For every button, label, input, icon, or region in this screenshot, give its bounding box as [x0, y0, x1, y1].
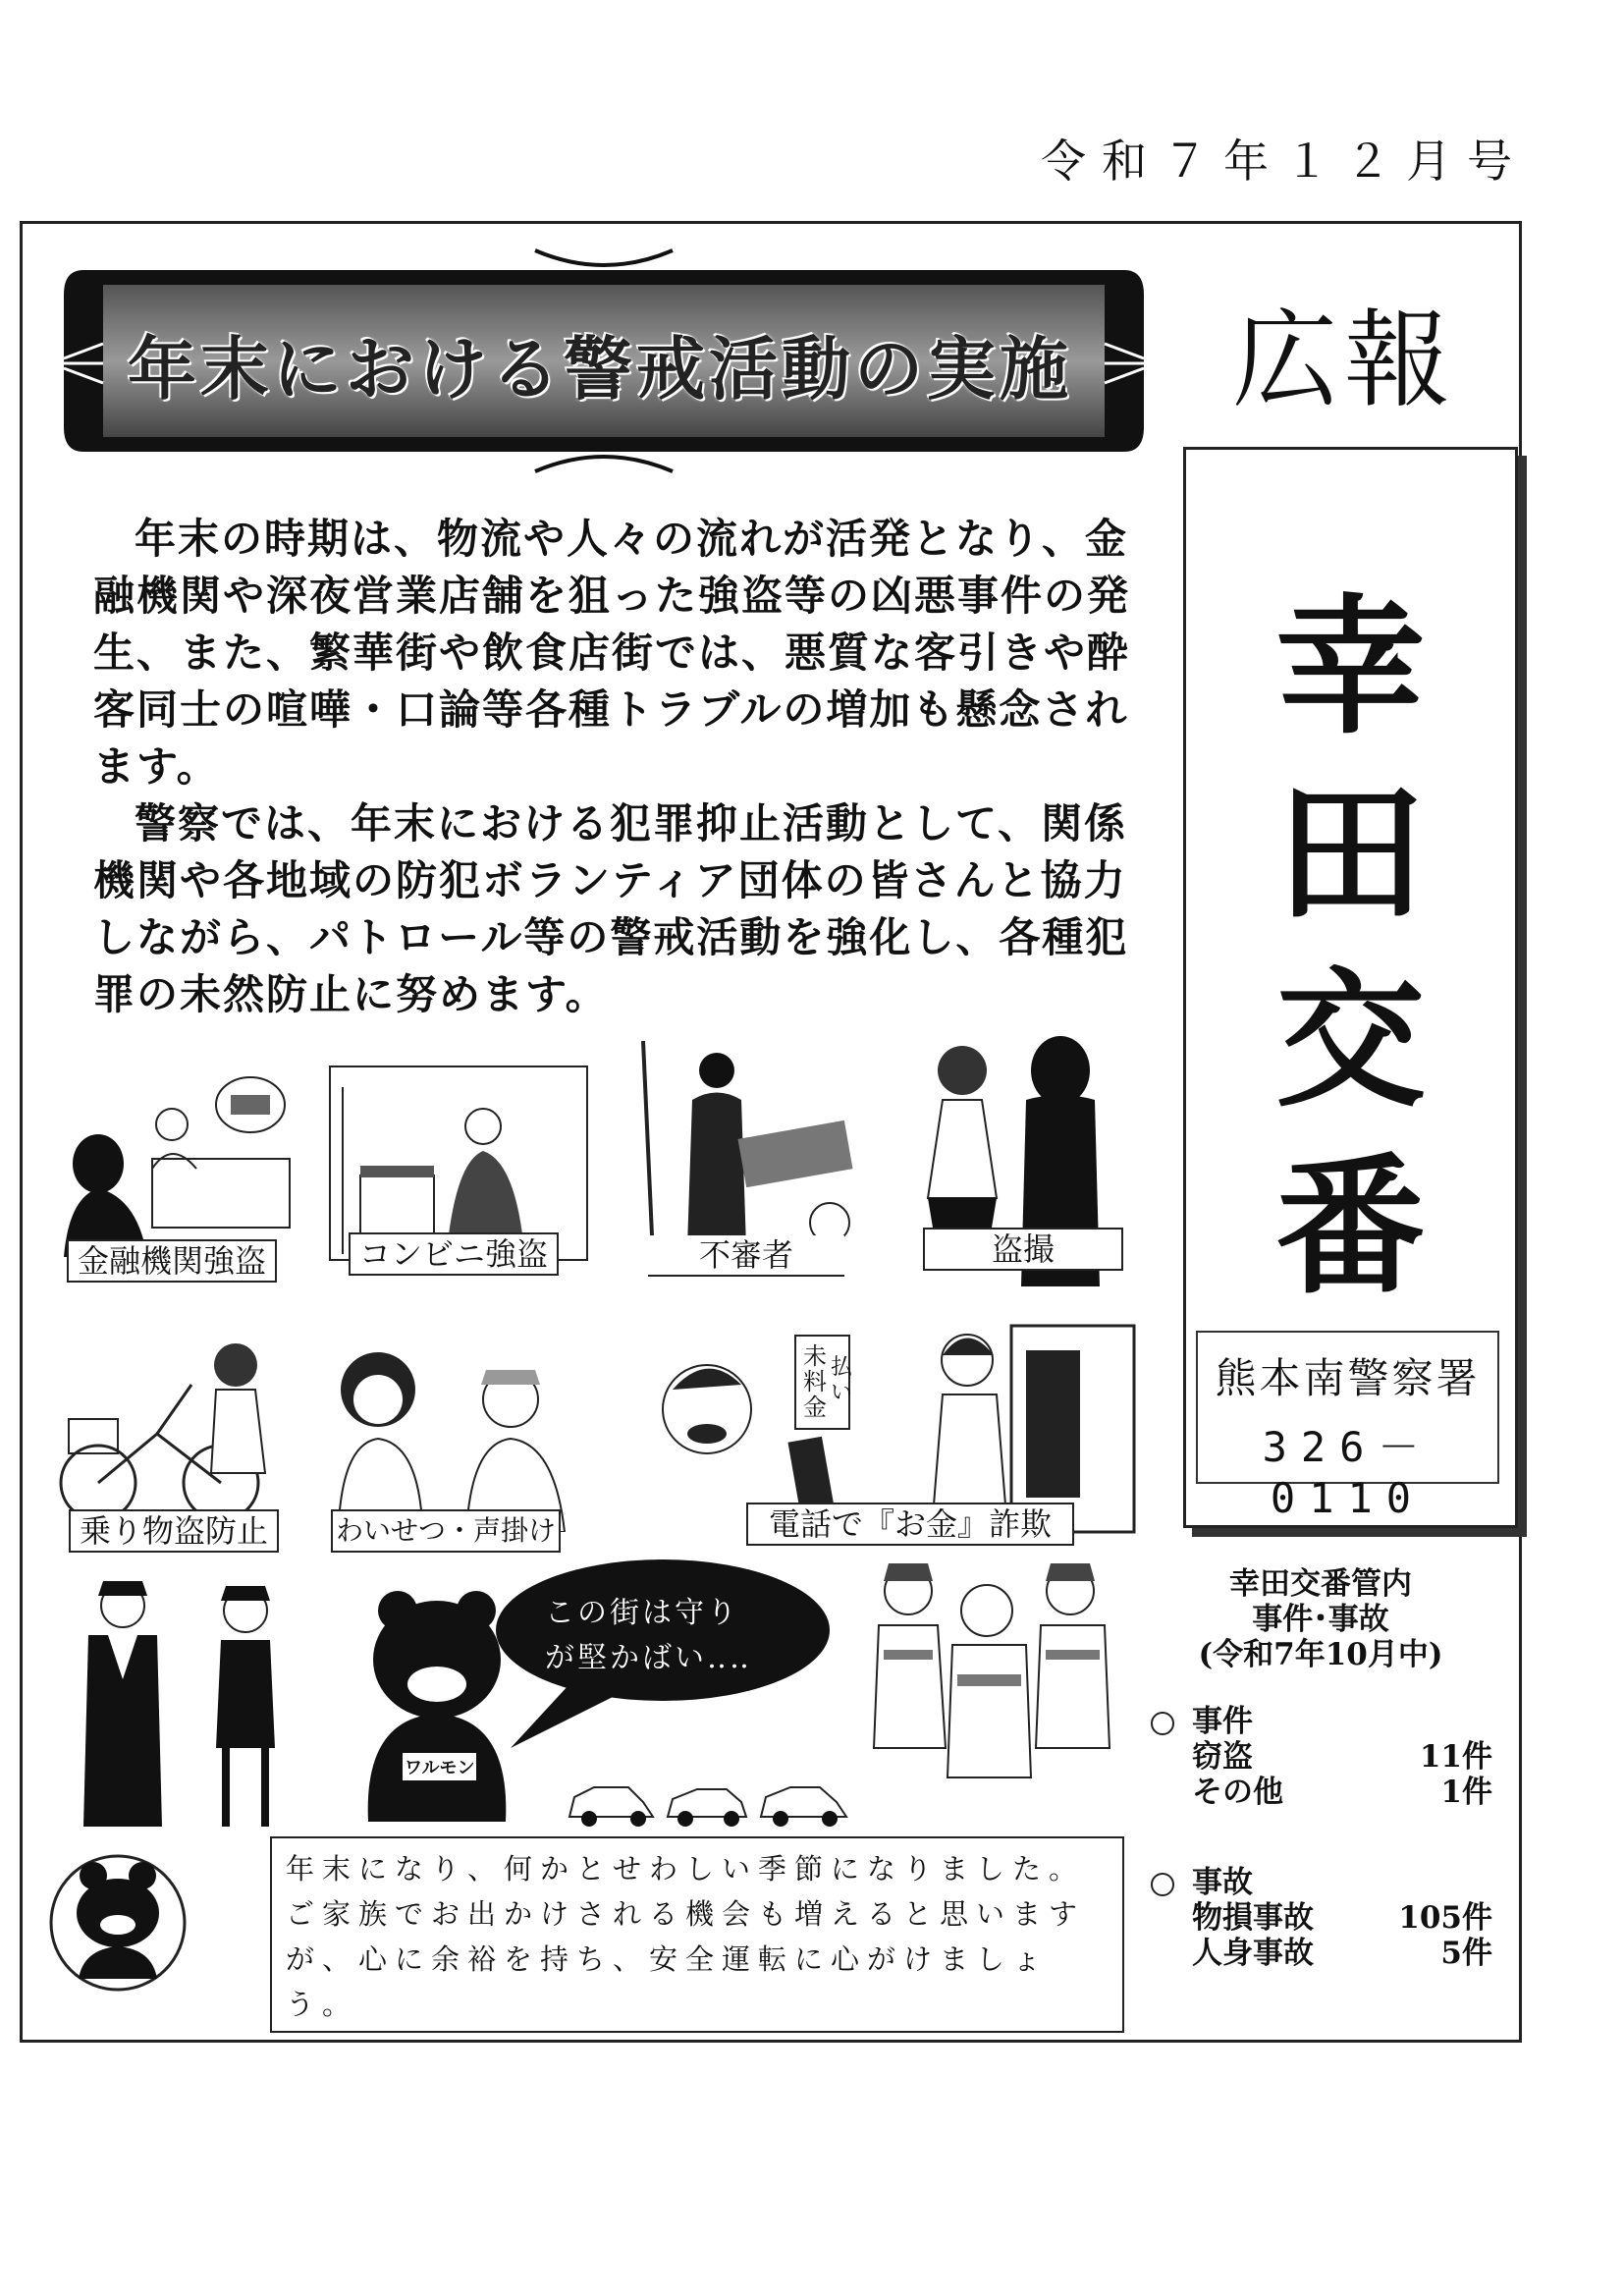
- police-officers-illustration: [59, 1571, 314, 1836]
- patrol-volunteers-illustration: [859, 1552, 1134, 1836]
- issue-date: 令和７年１２月号: [1041, 135, 1528, 188]
- koban-char-3: 交: [1275, 954, 1426, 1127]
- bank-robbery-illustration: [59, 1070, 295, 1267]
- station-box: [1196, 1331, 1499, 1522]
- stats-row-theft: [1149, 1739, 1492, 1775]
- kumamoto-police-logo: [44, 1846, 191, 2003]
- banner-title: 年末における警戒活動の実施: [128, 329, 1072, 410]
- bubble-line-1: この街は守り: [545, 1596, 739, 1630]
- stats-panel: [1149, 1566, 1492, 1971]
- safety-message: 年末になり、何かとせわしい季節になりました。ご家族でお出かけされる機会も増えると思いますが、心に余裕を持ち、安全運転に心がけましょう。: [270, 1836, 1124, 2033]
- property-value: 105件: [1398, 1900, 1492, 1936]
- caption-phone-fraud: 電話で『お金』詐欺: [746, 1503, 1074, 1546]
- unpaid-note-2: [831, 1355, 852, 1406]
- incidents-heading: 事件: [1149, 1704, 1492, 1739]
- station-name: 熊本南警察署: [1215, 1354, 1481, 1402]
- caption-bank-robbery: 金融機関強盗: [67, 1239, 277, 1283]
- theft-label: 窃盗: [1192, 1739, 1253, 1775]
- station-phone: 326－0110: [1262, 1423, 1434, 1522]
- stats-header-2: 事件･事故: [1252, 1602, 1389, 1637]
- bubble-line-2: が堅かばい‥‥: [545, 1641, 753, 1675]
- body-paragraph-2: 警察では、年末における犯罪抑止活動として、関係機関や各地域の防犯ボランティア団体の皆さんと協力しながら、パトロール等の警戒活動を強化し、各種犯罪の未然防止に努めます。: [93, 799, 1129, 1018]
- note-char: 払: [831, 1355, 853, 1380]
- caption-voyeurism: 盗撮: [923, 1228, 1123, 1271]
- theft-value: 11件: [1419, 1739, 1492, 1775]
- body-text: [93, 511, 1134, 1023]
- stats-header-3: (令和7年10月中): [1198, 1637, 1443, 1672]
- caption-convenience-robbery: コンビニ強盗: [349, 1232, 559, 1276]
- note-char: 金: [803, 1394, 827, 1421]
- other-label: その他: [1192, 1775, 1283, 1810]
- note-char: い: [831, 1381, 853, 1405]
- caption-suspicious-person: 不審者: [648, 1235, 844, 1277]
- caption-vehicle-theft: 乗り物盗防止: [69, 1509, 279, 1553]
- police-cars-illustration: [560, 1758, 854, 1836]
- note-char: 料: [803, 1368, 827, 1395]
- injury-value: 5件: [1440, 1936, 1492, 1971]
- stats-row-injury: [1149, 1936, 1492, 1971]
- stats-row-property: [1149, 1900, 1492, 1936]
- unpaid-note: [803, 1343, 825, 1420]
- koban-char-1: 幸: [1275, 580, 1426, 754]
- koho-heading: 広報: [1232, 300, 1457, 422]
- speech-bubble-text: [545, 1591, 800, 1681]
- note-char: 未: [803, 1342, 827, 1370]
- accidents-heading: 事故: [1149, 1865, 1492, 1900]
- injury-label: 人身事故: [1192, 1936, 1314, 1971]
- mascot-label: ワルモン: [405, 1758, 475, 1778]
- molestation-illustration: [324, 1345, 599, 1532]
- property-label: 物損事故: [1192, 1900, 1314, 1936]
- koban-char-2: 田: [1275, 767, 1426, 941]
- caption-molestation: わいせつ・声掛け: [331, 1509, 561, 1553]
- stats-row-other: [1149, 1775, 1492, 1810]
- suspicious-person-illustration: [614, 1041, 884, 1267]
- other-value: 1件: [1440, 1775, 1492, 1810]
- stats-header-1: 幸田交番管内: [1229, 1566, 1412, 1602]
- koban-char-4: 番: [1275, 1140, 1426, 1314]
- body-paragraph-1: 年末の時期は、物流や人々の流れが活発となり、金融機関や深夜営業店舗を狙った強盗等の凶悪事件の発生、また、繁華街や飲食店街では、悪質な客引きや酔客同士の喧嘩・口論等各種トラブルの増加も懸念されます。: [93, 515, 1131, 791]
